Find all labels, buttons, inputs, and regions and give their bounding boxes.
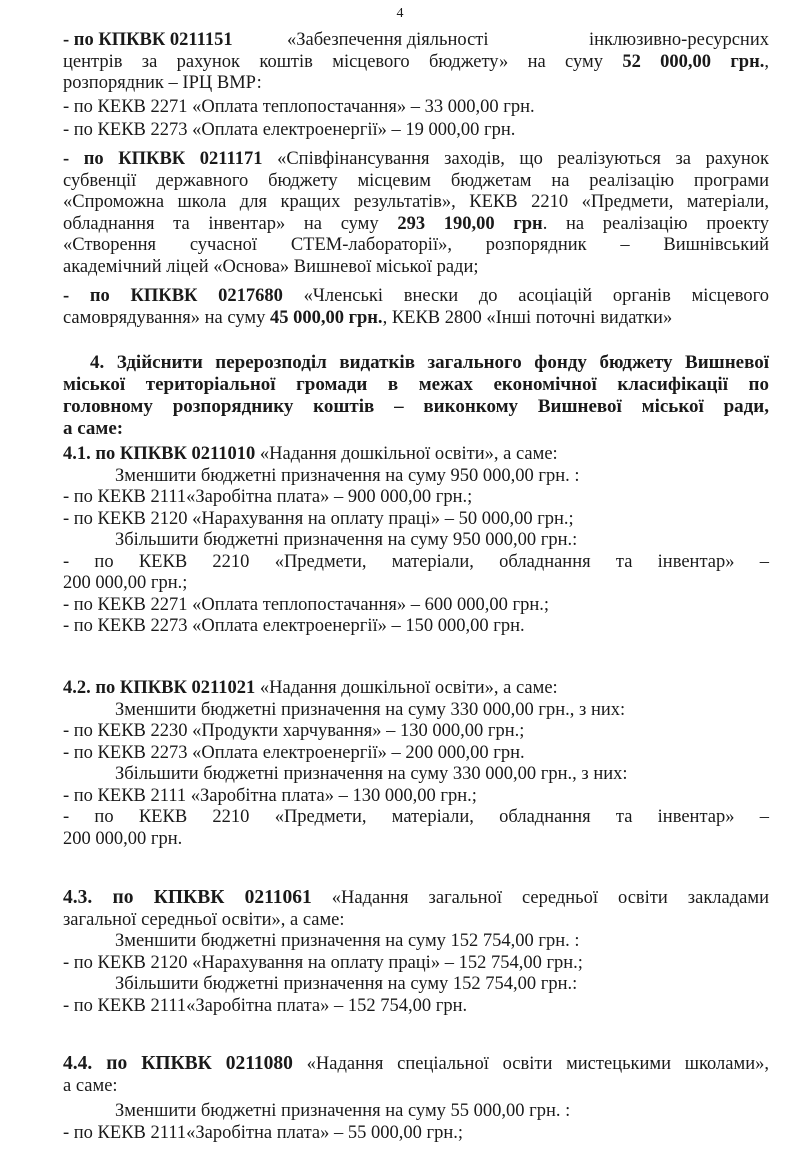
kpkvk-code: - по КПКВК 0211151	[63, 30, 233, 50]
section-4-line1: 4. Здійснити перерозподіл видатків загального фонду бюджету Вишневої	[90, 352, 769, 373]
amount: 293 190,00 грн	[397, 213, 543, 234]
kekv-item: - по КЕКВ 2210 «Предмети, матеріали, обладнання та інвентар» –	[63, 807, 769, 827]
page-number: 4	[396, 6, 404, 21]
kekv-item: - по КЕКВ 2111«Заробітна плата» – 55 000,00 грн.;	[63, 1122, 463, 1143]
section-4-heading	[63, 352, 769, 440]
subsection-code: 4.4. по КПКВК 0211080	[63, 1053, 293, 1074]
text: «Співфінансування заходів, що реалізуються за рахунок	[262, 149, 769, 169]
subsection-4-4	[63, 1052, 769, 1144]
kekv-item: - по КЕКВ 2111 «Заробітна плата» – 130 000,00 грн.;	[63, 785, 477, 806]
kekv-item: - по КЕКВ 2271 «Оплата теплопостачання» – 33 000,00 грн.	[63, 96, 535, 117]
text: «Надання загальної середньої освіти закладами	[311, 888, 769, 908]
section-4-line4: а саме:	[63, 418, 124, 439]
subsection-heading	[63, 886, 769, 910]
text: «Надання дошкільної освіти», а саме:	[255, 678, 558, 698]
text: ,	[764, 51, 769, 72]
kpkvk-0211171-line2: субвенції державного бюджету місцевим бюджетам на реалізацію програми	[63, 170, 769, 191]
kekv-item: - по КЕКВ 2210 «Предмети, матеріали, обладнання та інвентар» –	[63, 551, 769, 572]
kpkvk-0217680-line2	[63, 308, 769, 330]
kekv-item-cont: 200 000,00 грн.;	[63, 573, 188, 593]
subsection-heading	[63, 444, 769, 466]
subsection-heading	[63, 1052, 769, 1076]
program-title: «Забезпечення діяльності	[287, 30, 489, 50]
subsection-4-3	[63, 886, 769, 1017]
text: «Надання дошкільної освіти», а саме:	[255, 444, 558, 464]
kpkvk-0211151-block	[63, 30, 769, 142]
text: центрів за рахунок коштів місцевого бюджету» на суму	[63, 51, 623, 72]
kpkvk-0211151-line1	[63, 30, 769, 52]
text: самоврядування» на суму	[63, 307, 270, 328]
increase-line: Збільшити бюджетні призначення на суму 152 754,00 грн.:	[115, 974, 578, 994]
decrease-line: Зменшити бюджетні призначення на суму 950 000,00 грн. :	[115, 465, 580, 486]
subsection-code: 4.3. по КПКВК 0211061	[63, 887, 312, 908]
decrease-line: Зменшити бюджетні призначення на суму 152 754,00 грн. :	[115, 931, 580, 951]
kpkvk-0217680-line1	[63, 286, 769, 308]
subsection-heading-cont: а саме:	[63, 1075, 118, 1096]
kekv-item: - по КЕКВ 2273 «Оплата електроенергії» – 150 000,00 грн.	[63, 616, 525, 636]
decrease-line: Зменшити бюджетні призначення на суму 55 000,00 грн. :	[115, 1101, 571, 1121]
text: «Членські внески до асоціацій органів місцевого	[282, 286, 770, 306]
section-4-line3: головному розпоряднику коштів – виконкому Вишневої міської ради,	[63, 396, 769, 417]
increase-line: Збільшити бюджетні призначення на суму 330 000,00 грн., з них:	[115, 764, 628, 784]
kpkvk-0211171-block	[63, 149, 769, 278]
subsection-4-1	[63, 444, 769, 638]
kpkvk-code: - по КПКВК 0211171	[63, 149, 263, 169]
decrease-line: Зменшити бюджетні призначення на суму 330 000,00 грн., з них:	[115, 699, 626, 720]
kpkvk-0211151-line2	[63, 52, 769, 74]
kekv-item: - по КЕКВ 2230 «Продукти харчування» – 130 000,00 грн.;	[63, 721, 525, 741]
kekv-item: - по КЕКВ 2111«Заробітна плата» – 900 000,00 грн.;	[63, 487, 473, 507]
kekv-item: - по КЕКВ 2120 «Нарахування на оплату праці» – 50 000,00 грн.;	[63, 508, 574, 529]
kpkvk-0217680-block	[63, 286, 769, 329]
text: «Надання спеціальної освіти мистецькими школами»,	[292, 1054, 769, 1074]
text: , КЕКВ 2800 «Інші поточні видатки»	[382, 307, 673, 328]
text: . на реалізацію проекту	[542, 213, 769, 234]
amount: 52 000,00 грн.	[622, 51, 765, 72]
kpkvk-0211171-line1	[63, 149, 769, 171]
kekv-item: - по КЕКВ 2120 «Нарахування на оплату праці» – 152 754,00 грн.;	[63, 952, 583, 973]
text: обладнання та інвентар» на суму	[63, 213, 398, 234]
kpkvk-0211151-manager: розпорядник – ІРЦ ВМР:	[63, 73, 262, 93]
subsection-4-2	[63, 678, 769, 850]
subsection-heading-cont: загальної середньої освіти», а саме:	[63, 909, 345, 930]
section-4-line2: міської територіальної громади в межах економічної класифікації по	[63, 374, 769, 395]
kekv-item: - по КЕКВ 2111«Заробітна плата» – 152 754,00 грн.	[63, 995, 468, 1016]
program-title-tail: інклюзивно-ресурсних	[589, 30, 769, 50]
kpkvk-0211171-line4	[63, 214, 769, 236]
subsection-code: 4.2. по КПКВК 0211021	[63, 678, 256, 698]
kpkvk-0211171-line3: «Спроможна школа для кращих результатів», КЕКВ 2210 «Предмети, матеріали,	[63, 192, 769, 212]
kekv-item-cont: 200 000,00 грн.	[63, 828, 183, 849]
kpkvk-0211171-line6: академічний ліцей «Основа» Вишневої міської ради;	[63, 256, 479, 277]
kekv-item: - по КЕКВ 2273 «Оплата електроенергії» – 19 000,00 грн.	[63, 120, 516, 140]
kekv-item: - по КЕКВ 2271 «Оплата теплопостачання» – 600 000,00 грн.;	[63, 594, 549, 615]
amount: 45 000,00 грн.	[269, 307, 383, 328]
subsection-heading	[63, 678, 769, 700]
kekv-item: - по КЕКВ 2273 «Оплата електроенергії» – 200 000,00 грн.	[63, 742, 525, 763]
increase-line: Збільшити бюджетні призначення на суму 950 000,00 грн.:	[115, 530, 578, 550]
subsection-code: 4.1. по КПКВК 0211010	[63, 444, 256, 464]
kpkvk-0211171-line5: «Створення сучасної СТЕМ-лабораторії», розпорядник – Вишнівський	[63, 235, 769, 255]
kpkvk-code: - по КПКВК 0217680	[63, 286, 283, 306]
